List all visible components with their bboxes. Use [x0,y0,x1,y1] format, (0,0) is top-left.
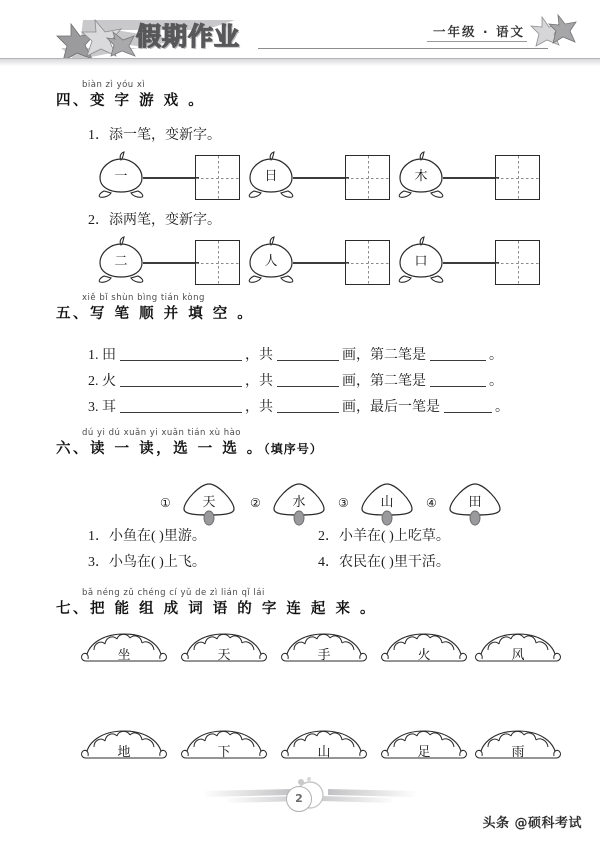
mushroom-option[interactable] [338,479,434,525]
section-6-options-row [0,479,600,527]
dumpling-card[interactable] [378,628,470,672]
tianzige-box[interactable] [345,240,390,285]
section-5-title: 五、写 笔 顺 并 填 空 。 [56,306,255,322]
connector-line [293,177,349,179]
peach-character: 一 [114,169,128,184]
dumpling-card[interactable] [472,725,564,769]
option-character: 山 [380,495,394,510]
dumpling-character: 地 [117,745,131,760]
section-4-title: 四、变 字 游 戏 。 [56,93,206,109]
row-character: 耳 [102,400,116,415]
page-number: 2 [286,786,312,812]
connector-line [143,177,199,179]
section-6-title [56,440,323,458]
connector-line [443,177,499,179]
peach-unit [95,152,255,204]
option-character: 田 [468,495,482,510]
tianzige-box[interactable] [195,240,240,285]
header-star-decoration [528,14,580,48]
section-4-row-1 [0,152,600,204]
section-6-pinyin: dú yi dú xuǎn yi xuǎn tián xù hào [82,428,241,438]
section-5-row [88,373,503,391]
section-5-row [88,399,509,417]
section-7-top-row [0,628,600,672]
option-index: ③ [338,496,349,510]
section-heading-4 [56,80,205,110]
section-6-sentence[interactable]: 4．农民在( )里干活。 [318,555,450,570]
row-number: 2. [88,374,99,389]
dumpling-card[interactable] [472,628,564,672]
connector-line [293,262,349,264]
row-tail-text: 画，第二笔是 [342,374,426,389]
section-5-row [88,347,503,365]
dumpling-character: 手 [317,648,331,663]
dumpling-card[interactable] [278,628,370,672]
row-end-mark: 。 [489,374,503,389]
dumpling-card[interactable] [78,725,170,769]
mushroom-option[interactable] [250,479,346,525]
section-heading-6 [56,428,323,458]
dumpling-character: 下 [217,745,231,760]
grade-underline [427,41,527,42]
stroke-count-blank[interactable] [277,399,339,413]
dumpling-card[interactable] [178,628,270,672]
grade-subject-label: 一年级 · 语文 [433,24,525,39]
section-5-pinyin: xiě bǐ shùn bìng tián kòng [82,293,205,303]
row-mid-text: ，共 [245,400,273,415]
peach-character: 人 [264,254,278,269]
dumpling-card[interactable] [178,725,270,769]
header-rule [258,48,548,49]
connector-line [443,262,499,264]
dumpling-character: 坐 [117,648,131,663]
row-character: 田 [102,348,116,363]
stroke-answer-blank[interactable] [430,373,486,387]
section-4-item-2-label: 2．添两笔，变新字。 [88,213,221,228]
dumpling-card[interactable] [378,725,470,769]
option-character: 水 [292,495,306,510]
section-7-title: 七、把 能 组 成 词 语 的 字 连 起 来 。 [56,601,378,617]
peach-unit [245,152,405,204]
peach-character: 木 [414,169,428,184]
section-6-sentence[interactable]: 3．小鸟在( )上飞。 [88,555,206,570]
section-6-title-note: （填序号） [263,442,323,456]
section-6-title-main: 六、读 一 读，选 一 选 。 [56,441,264,457]
stroke-count-blank[interactable] [277,347,339,361]
section-7-pinyin: bǎ néng zǔ chéng cí yǔ de zì lián qǐ lái [82,588,265,598]
tianzige-box[interactable] [195,155,240,200]
header-bottom-band [0,58,600,66]
page-title: 假期作业 [136,22,241,51]
page-header [0,0,600,72]
tianzige-box[interactable] [495,155,540,200]
peach-character: 日 [264,169,278,184]
peach-unit [395,152,555,204]
mushroom-option[interactable] [426,479,522,525]
section-4-pinyin: biàn zì yóu xì [82,80,146,90]
stroke-order-blank[interactable] [120,347,242,361]
section-heading-5 [56,293,254,323]
row-mid-text: ，共 [245,374,273,389]
tianzige-box[interactable] [495,240,540,285]
peach-unit [245,237,405,289]
section-7-bottom-row [0,725,600,769]
mushroom-option[interactable] [160,479,256,525]
option-index: ② [250,496,261,510]
watermark: 头条 @硕科考试 [482,816,582,831]
section-6-sentence[interactable]: 1．小鱼在( )里游。 [88,529,206,544]
section-6-sentence[interactable]: 2．小羊在( )上吃草。 [318,529,450,544]
peach-character: 二 [114,254,128,269]
row-character: 火 [102,374,116,389]
dumpling-character: 天 [217,648,231,663]
stroke-answer-blank[interactable] [444,399,492,413]
option-index: ④ [426,496,437,510]
dumpling-card[interactable] [78,628,170,672]
row-number: 3. [88,400,99,415]
dumpling-card[interactable] [278,725,370,769]
stroke-order-blank[interactable] [120,373,242,387]
tianzige-box[interactable] [345,155,390,200]
stroke-answer-blank[interactable] [430,347,486,361]
section-heading-7 [56,588,377,618]
section-4-item-1-label: 1．添一笔，变新字。 [88,128,221,143]
row-end-mark: 。 [495,400,509,415]
stroke-order-blank[interactable] [120,399,242,413]
row-end-mark: 。 [489,348,503,363]
section-4-row-2 [0,237,600,289]
dumpling-character: 火 [417,648,431,663]
connector-line [143,262,199,264]
dumpling-character: 风 [511,648,525,663]
option-index: ① [160,496,171,510]
option-character: 天 [202,495,216,510]
stroke-count-blank[interactable] [277,373,339,387]
row-tail-text: 画，最后一笔是 [342,400,440,415]
dumpling-character: 山 [317,745,331,760]
dumpling-character: 雨 [511,745,525,760]
peach-unit [95,237,255,289]
row-tail-text: 画，第二笔是 [342,348,426,363]
dumpling-character: 足 [417,745,431,760]
peach-unit [395,237,555,289]
row-mid-text: ，共 [245,348,273,363]
peach-character: 口 [414,254,428,269]
row-number: 1. [88,348,99,363]
